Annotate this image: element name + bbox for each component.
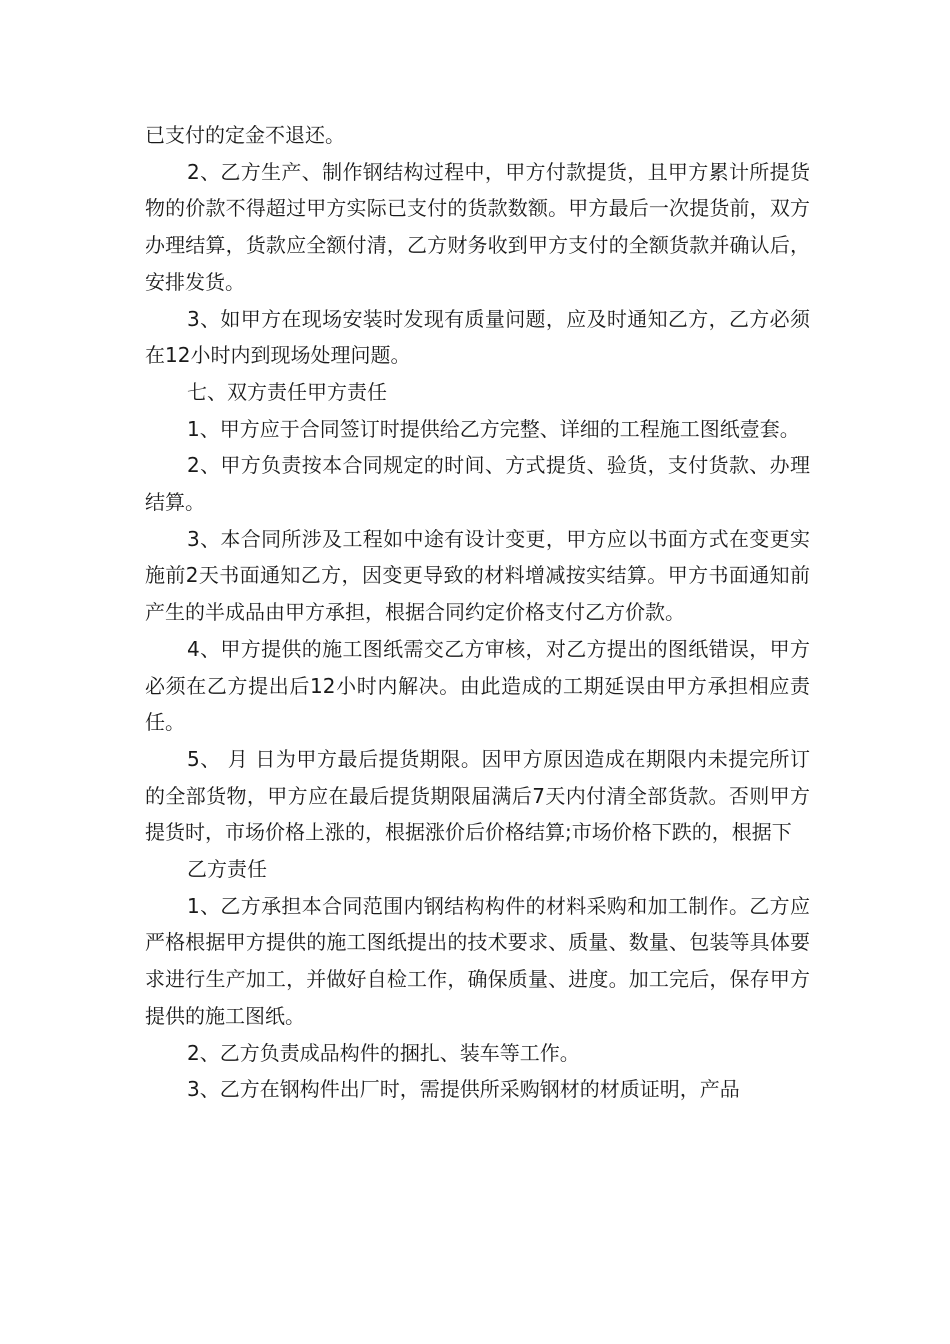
paragraph: 2、乙方负责成品构件的捆扎、装车等工作。 — [187, 1040, 580, 1065]
paragraph: 1、甲方应于合同签订时提供给乙方完整、详细的工程施工图纸壹套。 — [187, 416, 800, 441]
paragraph: 3、本合同所涉及工程如中途有设计变更，甲方应以书面方式在变更实施前2天书面通知乙方，因变更导致的材料增减按实结算。甲方书面通知前产生的半成品由甲方承担，根据合同约定价格支付乙方价款。 — [145, 526, 810, 625]
section-heading: 乙方责任 — [187, 857, 267, 882]
paragraph: 1、乙方承担本合同范围内钢结构构件的材料采购和加工制作。乙方应严格根据甲方提供的施工图纸提出的技术要求、质量、数量、包装等具体要求进行生产加工，并做好自检工作，确保质量、进度。加工完后，保存甲方提供的施工图纸。 — [145, 893, 810, 1028]
paragraph: 已支付的定金不退还。 — [145, 123, 345, 147]
section-heading: 七、双方责任甲方责任 — [187, 379, 387, 404]
paragraph: 3、如甲方在现场安装时发现有质量问题，应及时通知乙方，乙方必须在12小时内到现场处理问题。 — [145, 306, 810, 368]
paragraph: 4、甲方提供的施工图纸需交乙方审核，对乙方提出的图纸错误，甲方必须在乙方提出后12小时内解决。由此造成的工期延误由甲方承担相应责任。 — [145, 636, 810, 735]
paragraph: 2、乙方生产、制作钢结构过程中，甲方付款提货，且甲方累计所提货物的价款不得超过甲方实际已支付的货款数额。甲方最后一次提货前，双方办理结算，货款应全额付清，乙方财务收到甲方支付的全额货款并确认后，安排发货。 — [145, 159, 810, 294]
paragraph: 5、 月 日为甲方最后提货期限。因甲方原因造成在期限内未提完所订的全部货物，甲方应在最后提货期限届满后7天内付清全部货款。否则甲方提货时，市场价格上涨的，根据涨价后价格结算;市场价格下跌的，根据下 — [145, 746, 810, 845]
document-body — [145, 117, 810, 1108]
paragraph: 2、甲方负责按本合同规定的时间、方式提货、验货，支付货款、办理结算。 — [145, 453, 810, 515]
paragraph: 3、乙方在钢构件出厂时，需提供所采购钢材的材质证明，产品 — [187, 1077, 740, 1102]
